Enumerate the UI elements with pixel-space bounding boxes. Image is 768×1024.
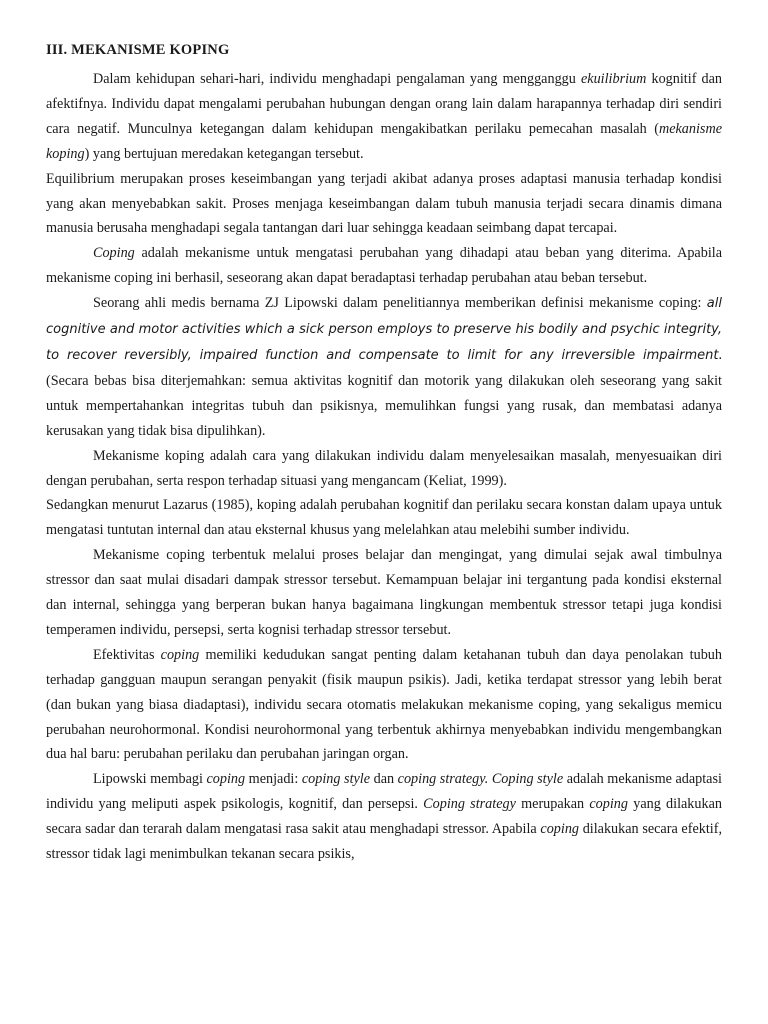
paragraph-3: Coping adalah mekanisme untuk mengatasi perubahan yang dihadapi atau beban yang diterima. Apabila mekanisme coping ini berhasil, seseorang akan dapat beradaptasi terhadap perubahan atau beban tersebut. [46, 245, 722, 287]
paragraph-6: Sedangkan menurut Lazarus (1985), koping adalah perubahan kognitif dan perilaku secara konstan dalam upaya untuk mengatasi tuntutan internal dan atau eksternal khusus yang melelahkan atau melebihi sumber individu. [46, 497, 722, 539]
paragraph-9: Lipowski membagi coping menjadi: coping style dan coping strategy. Coping style adalah mekanisme adaptasi individu yang meliputi aspek psikologis, kognitif, dan persepsi. Coping strategy merupakan coping yang dilakukan secara sadar dan terarah dalam mengatasi rasa sakit atau menghadapi stressor. Apabila coping dilakukan secara efektif, stressor tidak lagi menimbulkan tekanan secara psikis, [46, 771, 722, 863]
paragraph-4: Seorang ahli medis bernama ZJ Lipowski dalam penelitiannya memberikan definisi mekanisme coping: all cognitive and motor activities which a sick person employs to preserve his bodily and psychic integrity, to recover reversibly, impaired function and compensate to limit for any irreversible impairment. (Secara bebas bisa diterjemahkan: semua aktivitas kognitif dan motorik yang dilakukan oleh seseorang yang sakit untuk mempertahankan integritas tubuh dan psikisnya, memulihkan fungsi yang rusak, dan membatasi adanya kerusakan yang tidak bisa dipulihkan). [46, 295, 722, 439]
document-page [46, 38, 722, 867]
lipowski-quote: all cognitive and motor activities which a sick person employs to preserve his bodily and psychic integrity, to recover reversibly, impaired function and compensate to limit for any irreversible impairment [46, 296, 722, 363]
paragraph-5: Mekanisme koping adalah cara yang dilakukan individu dalam menyelesaikan masalah, menyesuaikan diri dengan perubahan, serta respon terhadap situasi yang mengancam (Keliat, 1999). [46, 447, 722, 489]
paragraph-2: Equilibrium merupakan proses keseimbangan yang terjadi akibat adanya proses adaptasi manusia terhadap kondisi yang akan menyebabkan sakit. Proses menjaga keseimbangan dalam tubuh manusia terjadi secara dinamis dimana manusia berusaha menghadapi segala tantangan dari luar sehingga keadaan seimbang dapat tercapai. [46, 170, 722, 237]
paragraph-1: Dalam kehidupan sehari-hari, individu menghadapi pengalaman yang mengganggu ekuilibrium kognitif dan afektifnya. Individu dapat mengalami perubahan hubungan dengan orang lain dalam harapannya terhadap diri sendiri cara negatif. Munculnya ketegangan dalam kehidupan mengakibatkan perilaku pemecahan masalah (mekanisme koping) yang bertujuan meredakan ketegangan tersebut. [46, 71, 723, 162]
paragraph-8: Efektivitas coping memiliki kedudukan sangat penting dalam ketahanan tubuh dan daya penolakan tubuh terhadap gangguan maupun serangan penyakit (fisik maupun psikis). Jadi, ketika terdapat stressor yang lebih berat (dan bukan yang biasa diadaptasi), individu secara otomatis melakukan mekanisme coping, yang sekaligus memicu perubahan neurohormonal. Kondisi neurohormonal yang terbentuk akhirnya menyebabkan individu mengembangkan dua hal baru: perubahan perilaku dan perubahan jaringan organ. [46, 646, 722, 763]
section-heading: III. MEKANISME KOPING [46, 42, 230, 58]
paragraph-7: Mekanisme coping terbentuk melalui proses belajar dan mengingat, yang dimulai sejak awal timbulnya stressor dan saat mulai disadari dampak stressor tersebut. Kemampuan belajar ini tergantung pada kondisi eksternal dan internal, sehingga yang berperan bukan hanya bagaimana lingkungan membentuk stressor tetapi juga kondisi temperamen individu, persepsi, serta kognisi terhadap stressor tersebut. [46, 547, 722, 638]
